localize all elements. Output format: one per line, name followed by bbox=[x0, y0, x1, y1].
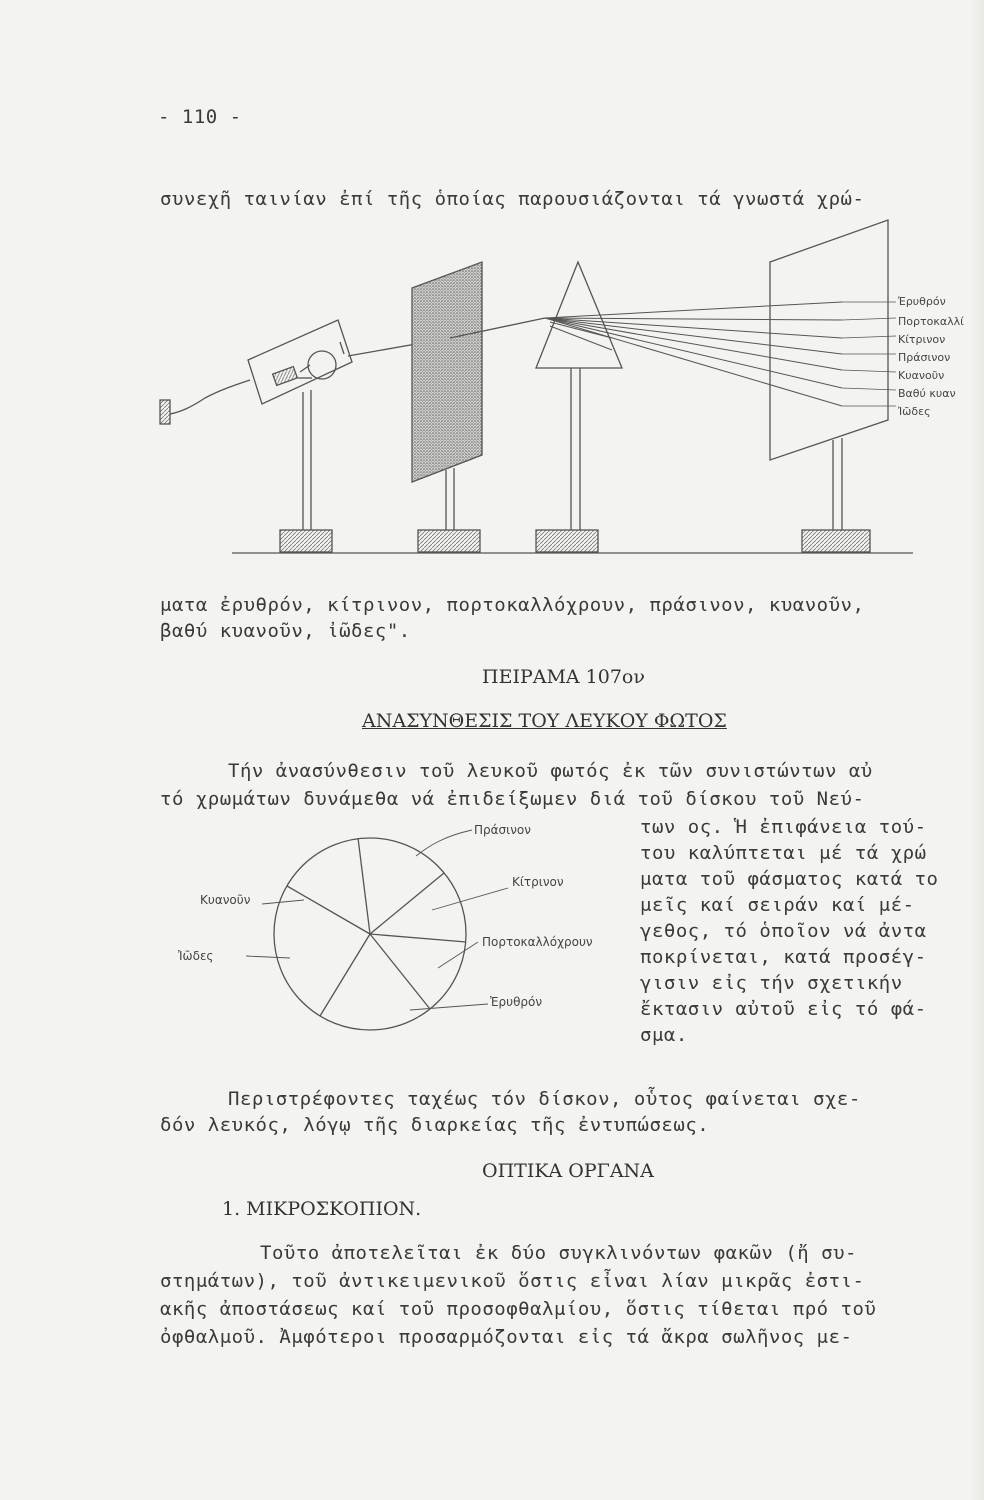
para1-line-1: Τήν ἀνασύνθεσιν τοῦ λευκοῦ φωτός ἐκ τῶν συνιστώντων αὐ bbox=[228, 760, 873, 782]
experiment-subtitle: ΑΝΑΣΥΝΘΕΣΙΣ ΤΟΥ ΛΕΥΚΟΥ ΦΩΤΟΣ bbox=[362, 710, 727, 732]
screen-stand-base bbox=[802, 530, 870, 552]
para2-line-2: δόν λευκός, λόγῳ τῆς διαρκείας τῆς ἐντυπώσεως. bbox=[160, 1114, 710, 1136]
para1-right-line-2: του καλύπτεται μέ τά χρώ bbox=[640, 842, 927, 864]
page-number: - 110 - bbox=[158, 106, 242, 128]
para1-right-line-1: των ος. Ἡ ἐπιφάνεια τού- bbox=[640, 816, 927, 838]
disk-label-portokallochroun: Πορτοκαλλόχρουν bbox=[482, 935, 593, 949]
newton-disk bbox=[274, 838, 466, 1030]
para3-line-2: στημάτων), τοῦ ἀντικειμενικοῦ ὅστις εἶναι λίαν μικρᾶς ἐστι- bbox=[160, 1270, 865, 1292]
disk-label-prasinon: Πράσινον bbox=[474, 823, 531, 837]
para1-right-line-8: ἔκτασιν αὐτοῦ εἰς τό φά- bbox=[640, 998, 927, 1020]
spectrum-label-portokalli: Πορτοκαλλί bbox=[898, 315, 964, 328]
slit-screen bbox=[412, 262, 482, 482]
text-line-1: συνεχῆ ταινίαν ἐπί τῆς ὁποίας παρουσιάζονται τά γνωστά χρώ- bbox=[160, 188, 865, 210]
para1-right-line-9: σμα. bbox=[640, 1024, 688, 1046]
disk-label-kitrinon: Κίτρινον bbox=[512, 875, 564, 889]
spectrum-label-kitrinon: Κίτρινον bbox=[898, 333, 946, 346]
para2-line-1: Περιστρέφοντες ταχέως τόν δίσκον, οὗτος φαίνεται σχε- bbox=[228, 1088, 861, 1110]
text-line-2: ματα ἐρυθρόν, κίτρινον, πορτοκαλλόχρουν, πράσινον, κυανοῦν, bbox=[160, 594, 865, 616]
disk-label-kyanoun: Κυανοῦν bbox=[200, 893, 251, 907]
spectrum-label-kyanoun: Κυανοῦν bbox=[898, 369, 945, 382]
spectrum-label-iodes: Ἰῶδες bbox=[898, 405, 931, 418]
lamp-box bbox=[248, 320, 352, 404]
section-title: ΟΠΤΙΚΑ ΟΡΓΑΝΑ bbox=[482, 1160, 654, 1182]
para3-line-4: ὀφθαλμοῦ. Ἀμφότεροι προσαρμόζονται εἰς τά ἄκρα σωλῆνος με- bbox=[160, 1326, 853, 1348]
disk-label-erythron: Ἐρυθρόν bbox=[490, 995, 543, 1009]
prism-experiment-figure bbox=[0, 0, 984, 600]
page-edge-shadow bbox=[970, 0, 984, 1500]
para3-line-1: Τοῦτο ἀποτελεῖται ἐκ δύο συγκλινόντων φακῶν (ἤ συ- bbox=[260, 1242, 857, 1264]
para1-right-line-4: μεῖς καί σειράν καί μέ- bbox=[640, 894, 915, 916]
text-line-3: βαθύ κυανοῦν, ἰῶδες". bbox=[160, 620, 411, 642]
spectrum-label-prasinon: Πράσινον bbox=[898, 351, 951, 364]
wall-socket bbox=[160, 400, 170, 424]
para1-right-line-5: γεθος, τό ὁποῖον νά ἀντα bbox=[640, 920, 927, 942]
lamp-stand-base bbox=[280, 530, 332, 552]
prism-stand-base bbox=[536, 530, 598, 552]
experiment-title: ΠΕΙΡΑΜΑ 107ον bbox=[482, 666, 645, 688]
dispersed-rays bbox=[545, 302, 842, 406]
para1-line-2: τό χρωμάτων δυνάμεθα νά ἐπιδείξωμεν διά τοῦ δίσκου τοῦ Νεύ- bbox=[160, 788, 865, 810]
disk-label-iodes: Ἰῶδες bbox=[178, 949, 214, 963]
para1-right-line-3: ματα τοῦ φάσματος κατά το bbox=[640, 868, 939, 890]
para3-line-3: ακῆς ἀποστάσεως καί τοῦ προσοφθαλμίου, ὅστις τίθεται πρό τοῦ bbox=[160, 1298, 877, 1320]
cable bbox=[170, 380, 250, 414]
spectrum-label-erythron: Ἐρυθρόν bbox=[898, 295, 946, 308]
slit-stand-base bbox=[418, 530, 480, 552]
para1-right-line-7: γισιν εἰς τήν σχετικήν bbox=[640, 972, 903, 994]
para1-right-line-6: ποκρίνεται, κατά προσέγ- bbox=[640, 946, 927, 968]
projection-screen bbox=[770, 220, 888, 460]
subsection-title: 1. ΜΙΚΡΟΣΚΟΠΙΟΝ. bbox=[222, 1198, 422, 1220]
spectrum-label-bathy-kyanoun: Βαθύ κυαν bbox=[898, 387, 956, 400]
